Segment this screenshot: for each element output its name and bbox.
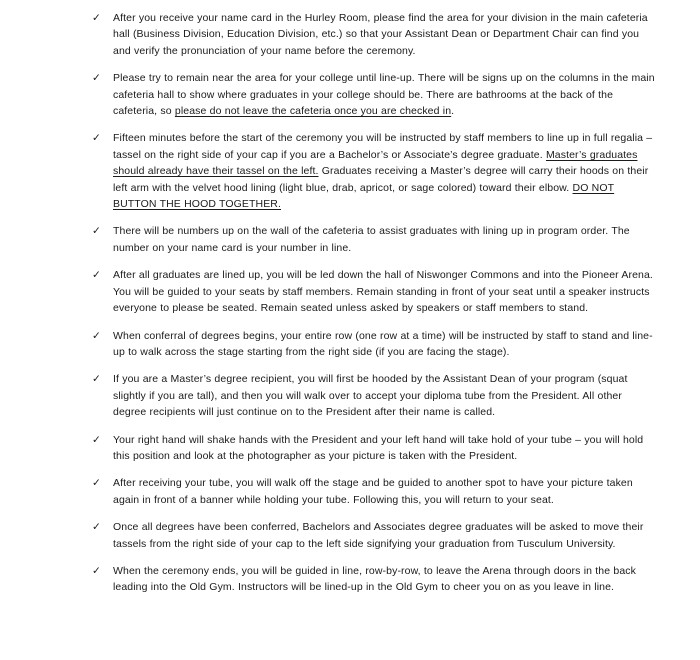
- checkmark-icon: ✓: [92, 521, 101, 534]
- list-item-text: [113, 563, 658, 596]
- checkmark-icon: ✓: [92, 225, 101, 238]
- list-item: [92, 223, 658, 256]
- text-segment: Fifteen minutes before the start of the ceremony you will be instructed by staff members to line up in full regalia – tassel on the right side of your cap if you are a Bachelor’s or Associate’s degree graduate.: [113, 132, 653, 161]
- checkmark-icon: ✓: [92, 477, 101, 490]
- text-segment: When the ceremony ends, you will be guided in line, row-by-row, to leave the Arena through doors in the back leading into the Old Gym. Instructors will be lined-up in the Old Gym to cheer you on as you leave in line.: [113, 564, 636, 594]
- list-item: [92, 267, 658, 316]
- text-segment: After receiving your tube, you will walk off the stage and be guided to another spot to have your picture taken again in front of a banner while holding your tube. Following this, you will return to your seat.: [113, 477, 633, 506]
- underlined-text-segment: DO NOT BUTTON THE HOOD TOGETHER.: [113, 181, 615, 211]
- checkmark-icon: ✓: [92, 72, 101, 85]
- list-item-text: [113, 10, 658, 59]
- list-item-text: [113, 371, 658, 420]
- list-item-text: [113, 475, 658, 508]
- text-segment: If you are a Master’s degree recipient, you will first be hooded by the Assistant Dean of your program (squat slightly if you are tall), and then you will walk over to accept your diploma tube from the President. All other degree recipients will just continue on to the President after their name is called.: [113, 373, 628, 419]
- text-segment: Graduates receiving a Master’s degree will carry their hoods on their left arm with the velvet hood lining (light blue, drab, apricot, or sage colored) toward their elbow.: [113, 165, 649, 194]
- list-item-text: [113, 223, 658, 256]
- checkmark-icon: ✓: [92, 12, 101, 24]
- text-segment: After all graduates are lined up, you will be led down the hall of Niswonger Commons and into the Pioneer Arena. You will be guided to your seats by staff members. Remain standing in front of your seat until a speaker instructs everyone to please be seated. Remain seated unless asked by speakers or staff members to stand.: [113, 269, 653, 315]
- text-segment: Please try to remain near the area for your college until line-up. There will be signs up on the columns in the main cafeteria hall to show where graduates in your college should be. There are bathrooms at the back of the cafeteria, so: [113, 72, 655, 118]
- checkmark-icon: ✓: [92, 269, 101, 282]
- checkmark-icon: ✓: [92, 373, 101, 386]
- checkmark-icon: ✓: [92, 132, 101, 145]
- list-item-text: [113, 70, 658, 119]
- text-segment: After you receive your name card in the Hurley Room, please find the area for your division in the main cafeteria hall (Business Division, Education Division, etc.) so that your Assistant Dean or Department Chair can find you and verify the pronunciation of your name before the ceremony.: [113, 12, 648, 57]
- list-item: [92, 130, 658, 212]
- list-item: [92, 519, 658, 552]
- list-item-text: [113, 130, 658, 212]
- checkmark-icon: ✓: [92, 564, 101, 577]
- underlined-text-segment: please do not leave the cafeteria once you are checked in: [174, 105, 452, 118]
- list-item: [92, 563, 658, 596]
- list-item: [92, 70, 658, 119]
- text-segment: Your right hand will shake hands with the President and your left hand will take hold of your tube – you will hold this position and look at the photographer as your picture is taken with the President.: [113, 433, 644, 462]
- list-item: [92, 328, 658, 361]
- list-item: [92, 10, 658, 59]
- list-item-text: [113, 432, 658, 465]
- text-segment: Once all degrees have been conferred, Bachelors and Associates degree graduates will be asked to move their tassels from the right side of your cap to the left side signifying your graduation from Tusculum University.: [113, 521, 644, 550]
- list-item-text: [113, 519, 658, 552]
- list-item-text: [113, 267, 658, 316]
- text-segment: There will be numbers up on the wall of the cafeteria to assist graduates with lining up in program order. The number on your name card is your number in line.: [113, 225, 630, 254]
- list-item: [92, 475, 658, 508]
- checkmark-icon: ✓: [92, 329, 101, 342]
- list-item: [92, 371, 658, 420]
- text-segment: When conferral of degrees begins, your entire row (one row at a time) will be instructed by staff to stand and line-up to walk across the stage starting from the right side (if you are facing the stage).: [113, 329, 653, 358]
- text-segment: .: [451, 105, 455, 118]
- list-item-text: [113, 328, 658, 361]
- underlined-text-segment: Master’s graduates should already have their tassel on the left.: [113, 148, 638, 178]
- list-item: [92, 432, 658, 465]
- checkmark-icon: ✓: [92, 433, 101, 446]
